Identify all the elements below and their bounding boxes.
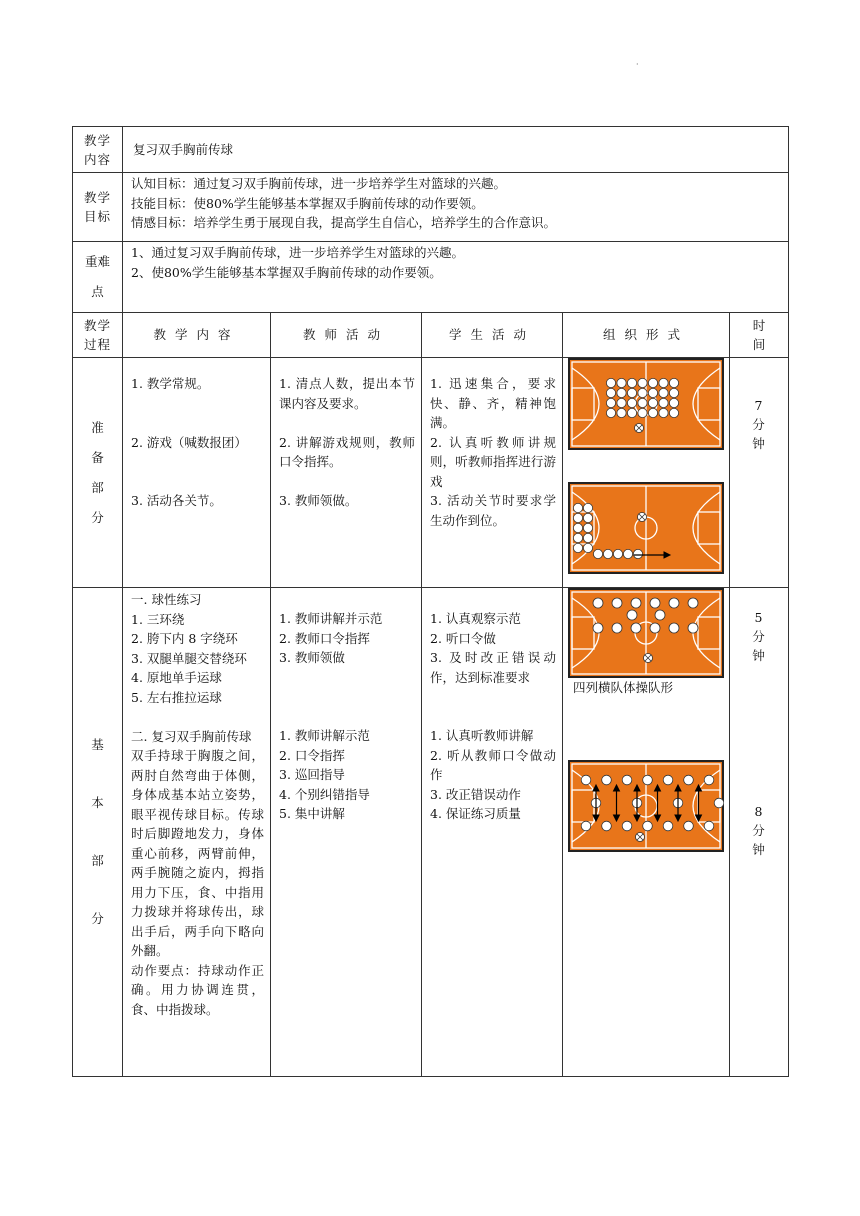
student-marker: [583, 533, 592, 542]
student-marker: [617, 398, 626, 407]
student-marker: [617, 388, 626, 397]
court-diagram-passing: [568, 760, 724, 852]
row-basic: [73, 588, 789, 1077]
header-process: 教学 过程: [73, 313, 123, 358]
student-marker: [633, 549, 642, 558]
label-key-points: 重难 点: [73, 242, 123, 313]
student-marker: [606, 388, 615, 397]
header-content: 教学内容: [123, 313, 271, 358]
student-marker: [606, 398, 615, 407]
student-marker: [704, 775, 714, 785]
student-marker: [573, 533, 582, 542]
goal-line: 认知目标：通过复习双手胸前传球，进一步培养学生对篮球的兴趣。: [131, 176, 507, 191]
row-header: [73, 313, 789, 358]
row-key-points: [73, 242, 789, 313]
student-marker: [659, 388, 668, 397]
student-marker: [663, 775, 673, 785]
prep-student: 1. 迅速集合，要求快、静、齐，精神饱满。 2. 认真听教师讲规则，听教师指挥进行游戏 3. 活动关节时要求学生动作到位。: [422, 358, 563, 588]
student-marker: [617, 378, 626, 387]
label-preparation: 准 备 部 分: [73, 358, 123, 588]
header-teacher: 教师活动: [271, 313, 422, 358]
key-points-text: [123, 242, 789, 313]
row-content: [73, 127, 789, 173]
prep-organization: [563, 358, 730, 588]
student-marker: [583, 503, 592, 512]
basic-time: 5 分 钟 8 分 钟: [730, 588, 789, 1077]
student-marker: [655, 610, 665, 620]
student-marker: [688, 623, 698, 633]
basic-student: 1. 认真观察示范 2. 听口令做 3. 及时改正错误动作，达到标准要求 1. 认真听教师讲解 2. 听从教师口令做动作 3. 改正错误动作 4. 保证练习质量: [422, 588, 563, 1077]
student-marker: [612, 623, 622, 633]
student-marker: [583, 523, 592, 532]
student-marker: [593, 598, 603, 608]
student-marker: [583, 543, 592, 552]
student-marker: [573, 513, 582, 522]
student-marker: [714, 798, 724, 808]
student-marker: [704, 821, 714, 831]
student-marker: [643, 775, 653, 785]
student-marker: [622, 775, 632, 785]
student-marker: [648, 398, 657, 407]
student-marker: [603, 549, 612, 558]
student-marker: [663, 821, 673, 831]
student-marker: [606, 378, 615, 387]
student-marker: [581, 821, 591, 831]
goals-text: [123, 173, 789, 242]
student-marker: [573, 523, 582, 532]
student-marker: [593, 623, 603, 633]
student-marker: [648, 388, 657, 397]
header-student: 学生活动: [422, 313, 563, 358]
student-marker: [669, 598, 679, 608]
student-marker: [669, 623, 679, 633]
student-marker: [581, 775, 591, 785]
key-line: 1、通过复习双手胸前传球，进一步培养学生对篮球的兴趣。: [131, 245, 464, 260]
student-marker: [638, 378, 647, 387]
court-diagram-gathering: [568, 358, 724, 450]
student-marker: [627, 378, 636, 387]
student-marker: [659, 408, 668, 417]
header-org: 组织形式: [563, 313, 730, 358]
prep-time: 7 分 钟: [730, 358, 789, 588]
basic-teacher: 1. 教师讲解并示范 2. 教师口令指挥 3. 教师领做 1. 教师讲解示范 2. 口令指挥 3. 巡回指导 4. 个别纠错指导 5. 集中讲解: [271, 588, 422, 1077]
student-marker: [583, 513, 592, 522]
student-marker: [684, 821, 694, 831]
student-marker: [688, 598, 698, 608]
student-marker: [669, 388, 678, 397]
court-diagram-game: [568, 482, 724, 574]
row-preparation: [73, 358, 789, 588]
student-marker: [613, 549, 622, 558]
teacher-marker: [638, 513, 647, 522]
student-marker: [602, 775, 612, 785]
basic-content: 一. 球性练习 1. 三环绕 2. 胯下内 8 字绕环 3. 双腿单腿交替绕环 4. 原地单手运球 5. 左右推拉运球 二. 复习双手胸前传球 双手持球于胸腹之间，两肘自然弯曲于体侧，身体成基本站立姿势，眼平视传球目标。传球时后脚蹬地发力，身体重心前移，两臂前伸，两手腕随之旋内，拇指用力下压，食、中指用力拨球并将球传出，球出手后，两手向下略向外翻。 动作要点：持球动作正确。用力协调连贯，食、中指拨球。: [123, 588, 271, 1077]
prep-teacher: 1. 清点人数，提出本节课内容及要求。 2. 讲解游戏规则，教师口令指挥。 3. 教师领做。: [271, 358, 422, 588]
student-marker: [638, 398, 647, 407]
student-marker: [573, 503, 582, 512]
student-marker: [669, 408, 678, 417]
student-marker: [627, 388, 636, 397]
content-text: 复习双手胸前传球: [123, 127, 789, 173]
student-marker: [650, 598, 660, 608]
student-marker: [684, 775, 694, 785]
court-diagram-four-rows: [568, 588, 724, 678]
prep-content: 1. 教学常规。 2. 游戏（喊数报团） 3. 活动各关节。: [123, 358, 271, 588]
label-content: 教学 内容: [73, 127, 123, 173]
label-basic: 基 本 部 分: [73, 588, 123, 1077]
teacher-marker: [635, 424, 644, 433]
student-marker: [627, 610, 637, 620]
formation-caption: 四列横队体操队形: [573, 680, 674, 695]
student-marker: [612, 598, 622, 608]
student-marker: [622, 821, 632, 831]
student-marker: [602, 821, 612, 831]
student-marker: [593, 549, 602, 558]
basic-organization: [563, 588, 730, 1077]
header-time: 时 间: [730, 313, 789, 358]
student-marker: [617, 408, 626, 417]
top-mark: ·: [636, 60, 639, 69]
student-marker: [627, 408, 636, 417]
student-marker: [650, 623, 660, 633]
student-marker: [659, 398, 668, 407]
key-line: 2、使80%学生能够基本掌握双手胸前传球的动作要领。: [131, 264, 442, 280]
lesson-plan-table: [72, 126, 789, 1077]
student-marker: [631, 598, 641, 608]
student-marker: [573, 543, 582, 552]
label-goals: 教学 目标: [73, 173, 123, 242]
teacher-marker: [644, 654, 653, 663]
student-marker: [627, 398, 636, 407]
student-marker: [648, 378, 657, 387]
student-marker: [648, 408, 657, 417]
goal-line: 情感目标：培养学生勇于展现自我，提高学生自信心，培养学生的合作意识。: [131, 215, 557, 230]
student-marker: [638, 388, 647, 397]
student-marker: [643, 821, 653, 831]
student-marker: [631, 623, 641, 633]
student-marker: [623, 549, 632, 558]
student-marker: [669, 398, 678, 407]
teacher-marker: [636, 832, 645, 841]
goal-line: 技能目标：使80%学生能够基本掌握双手胸前传球的动作要领。: [131, 195, 484, 211]
student-marker: [659, 378, 668, 387]
student-marker: [606, 408, 615, 417]
student-marker: [638, 408, 647, 417]
student-marker: [669, 378, 678, 387]
row-goals: [73, 173, 789, 242]
